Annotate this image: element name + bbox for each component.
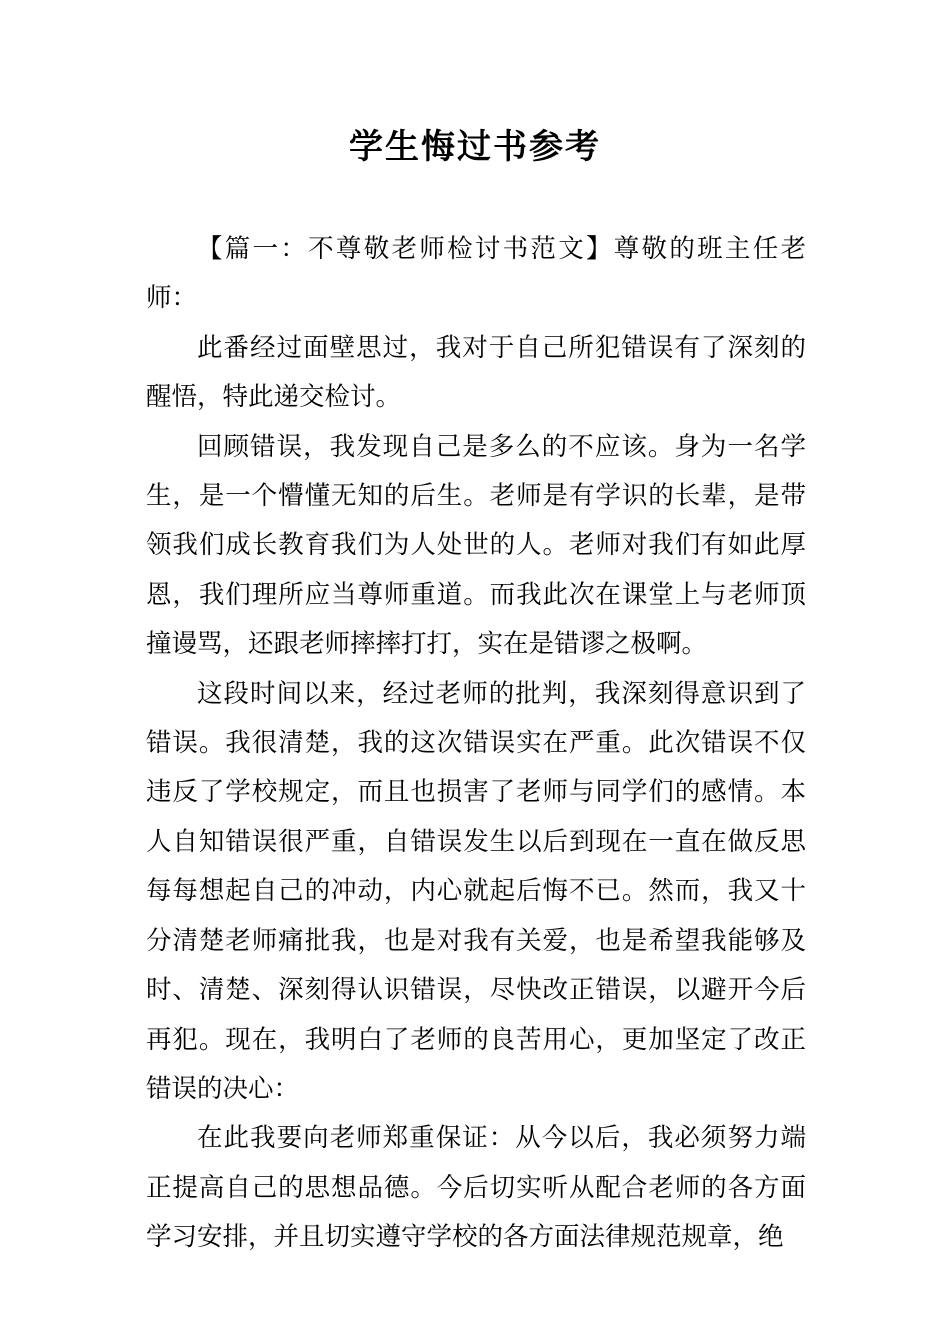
paragraph: 此番经过面壁思过，我对于自己所犯错误有了深刻的醒悟，特此递交检讨。 — [146, 332, 806, 413]
paragraph: 在此我要向老师郑重保证：从今以后，我必须努力端正提高自己的思想品德。今后切实听从配合老师的各方面学习安排，并且切实遵守学校的各方面法律规范规章，绝 — [146, 1123, 806, 1253]
paragraph: 这段时间以来，经过老师的批判，我深刻得意识到了错误。我很清楚，我的这次错误实在严重。此次错误不仅违反了学校规定，而且也损害了老师与同学们的感情。本人自知错误很严重，自错误发生以后到现在一直在做反思每每想起自己的冲动，内心就起后悔不已。然而，我又十分清楚老师痛批我，也是对我有关爱，也是希望我能够及时、清楚、深刻得认识错误，尽快改正错误，以避开今后再犯。现在，我明白了老师的良苦用心，更加坚定了改正错误的决心： — [146, 678, 806, 1104]
paragraph-heading: 【篇一：不尊敬老师检讨书范文】尊敬的班主任老师： — [146, 234, 806, 314]
document-title: 学生悔过书参考 — [349, 127, 601, 167]
paragraph: 回顾错误，我发现自己是多么的不应该。身为一名学生，是一个懵懂无知的后生。老师是有学识的长辈，是带领我们成长教育我们为人处世的人。老师对我们有如此厚恩，我们理所应当尊师重道。而我此次在课堂上与老师顶撞谩骂，还跟老师摔摔打打，实在是错谬之极啊。 — [146, 431, 806, 660]
document-body — [146, 225, 806, 1263]
